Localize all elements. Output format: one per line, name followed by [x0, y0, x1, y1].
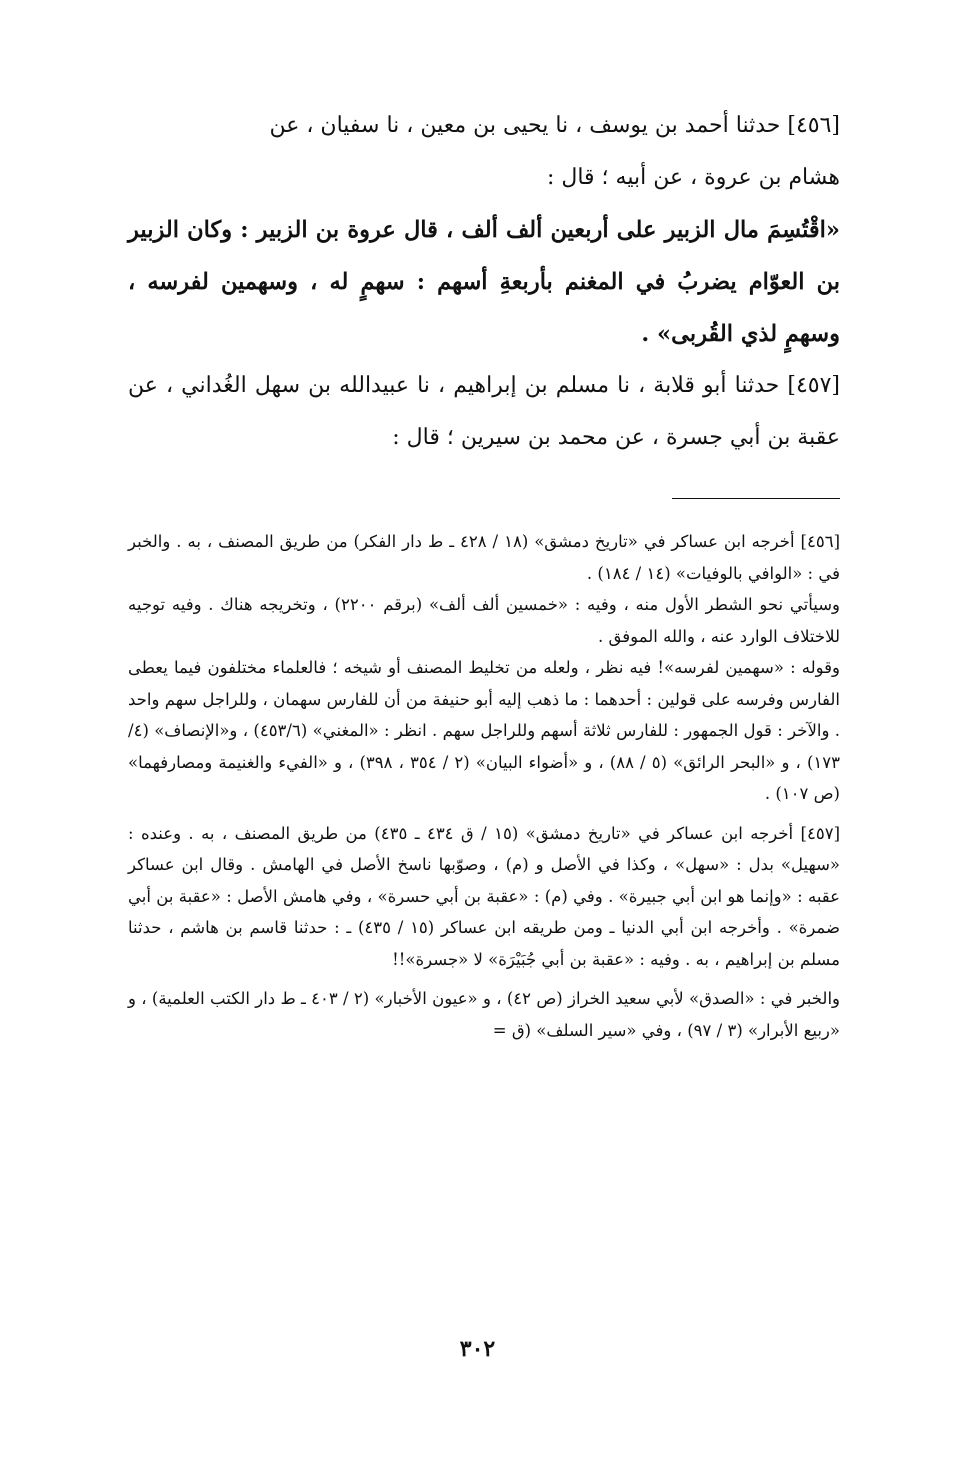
- footnote-divider: [672, 498, 840, 499]
- page-number: ٣٠٢: [459, 1336, 496, 1362]
- hadith-456-chain-line-2: هشام بن عروة ، عن أبيه ؛ قال :: [546, 165, 840, 190]
- footnote-457-references: والخبر في : «الصدق» لأبي سعيد الخراز (ص ٤٢) ، و «عيون الأخبار» (٢ / ٤٠٣ ـ ط دار الكتب العلمية) ، و «ربيع الأبرار» (٣ / ٩٧) ، وفي «سير السلف» (ق =: [128, 989, 840, 1040]
- footnote-456-source: [٤٥٦] أخرجه ابن عساكر في «تاريخ دمشق» (١٨ / ٤٢٨ ـ ط دار الفكر) من طريق المصنف ، به . والخبر في : «الوافي بالوفيات» (١٤ / ١٨٤) .: [128, 532, 840, 583]
- footnote-456-cross-reference: وسيأتي نحو الشطر الأول منه ، وفيه : «خمسين ألف ألف» (برقم ٢٢٠٠) ، وتخريجه هناك . وفيه توجيه للاختلاف الوارد عنه ، والله الموفق .: [128, 595, 840, 646]
- main-text: [128, 100, 840, 464]
- footnote-456-commentary: وقوله : «سهمين لفرسه»! فيه نظر ، ولعله من تخليط المصنف أو شيخه ؛ فالعلماء مختلفون فيما يعطى الفارس وفرسه على قولين : أحدهما : ما ذهب إليه أبو حنيفة من أن للفارس سهمان ، وللراجل سهم واحد . والآخر : قول الجمهور : للفارس ثلاثة أسهم وللراجل سهم . انظر : «المغني» (٤٥٣/٦) ، و«الإنصاف» (٤/ ١٧٣) ، و «البحر الرائق» (٥ / ٨٨) ، و «أضواء البيان» (٢ / ٣٥٤ ، ٣٩٨) ، و «الفيء والغنيمة ومصارفهما» (ص ١٠٧) .: [128, 658, 840, 803]
- footnote-457-source: [٤٥٧] أخرجه ابن عساكر في «تاريخ دمشق» (١٥ / ق ٤٣٤ ـ ٤٣٥) من طريق المصنف ، به . وعنده : «سهيل» بدل : «سهل» ، وكذا في الأصل و (م) ، وصوّبها ناسخ الأصل في الهامش . وقال ابن عساكر عقبه : «وإنما هو ابن أبي جبيرة» . وفي (م) : «عقبة بن أبي حسرة» ، وفي هامش الأصل : «عقبة بن أبي ضمرة» . وأخرجه ابن أبي الدنيا ـ ومن طريقه ابن عساكر (١٥ / ٤٣٥) ـ : حدثنا قاسم بن هاشم ، حدثنا مسلم بن إبراهيم ، به . وفيه : «عقبة بن أبي جُبَيْرَة» لا «جسرة»!!: [128, 823, 840, 969]
- hadith-456-text: «اقْتُسِمَ مال الزبير على أربعين ألف ألف ، قال عروة بن الزبير : وكان الزبير بن العوّام يضربُ في المغنم بأربعةِ أسهم : سهمٍ له ، وسهمين لفرسه ، وسهمٍ لذي القُربى» .: [128, 217, 840, 347]
- hadith-457-chain: [٤٥٧] حدثنا أبو قلابة ، نا مسلم بن إبراهيم ، نا عبيدالله بن سهل الغُداني ، عن عقبة بن أبي جسرة ، عن محمد بن سيرين ؛ قال :: [128, 373, 840, 450]
- footnotes: [128, 526, 840, 1046]
- hadith-456-chain-line-1: [٤٥٦] حدثنا أحمد بن يوسف ، نا يحيى بن معين ، نا سفيان ، عن: [269, 113, 840, 138]
